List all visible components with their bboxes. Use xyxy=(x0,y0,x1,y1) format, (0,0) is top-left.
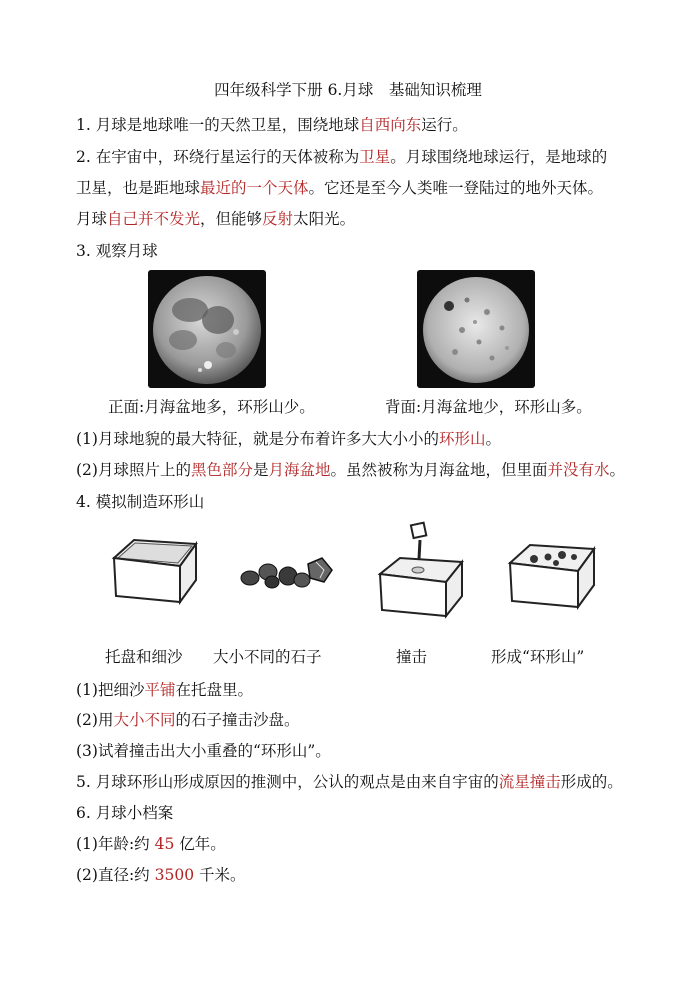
highlight: 最近的一个天体 xyxy=(200,179,309,197)
highlight: 平铺 xyxy=(144,681,176,699)
section-6-point-2: (2)直径:约 3500 千米。 xyxy=(76,866,246,884)
moon-front-caption: 正面:月海盆地多，环形山少。 xyxy=(108,398,315,416)
section-6-point-1: (1)年龄:约 45 亿年。 xyxy=(76,835,226,853)
stones-icon xyxy=(236,552,336,592)
highlight: 环形山 xyxy=(438,430,486,448)
highlight: 并没有水 xyxy=(547,461,610,479)
highlight: 流星撞击 xyxy=(498,773,561,791)
moon-front-image xyxy=(148,270,266,388)
section-4-point-1: (1)把细沙平铺在托盘里。 xyxy=(76,681,253,699)
highlight: 3500 xyxy=(154,866,195,884)
page-title: 四年级科学下册 6.月球 基础知识梳理 xyxy=(214,81,482,99)
section-3-heading: 3. 观察月球 xyxy=(76,242,158,260)
moon-back-image xyxy=(417,270,535,388)
section-2-line-2: 卫星，也是距地球最近的一个天体。它还是至今人类唯一登陆过的地外天体。 xyxy=(76,179,604,197)
figure-caption-4: 形成“环形山” xyxy=(491,648,585,666)
sand-tray-icon xyxy=(104,530,204,610)
section-4-point-3: (3)试着撞击出大小重叠的“环形山”。 xyxy=(76,742,331,760)
figure-caption-1: 托盘和细沙 xyxy=(105,648,183,666)
moon-back-caption: 背面:月海盆地少，环形山多。 xyxy=(385,398,592,416)
figure-caption-2: 大小不同的石子 xyxy=(213,648,322,666)
crater-tray-icon xyxy=(502,535,602,615)
section-2-line-1: 2. 在宇宙中，环绕行星运行的天体被称为卫星。月球围绕地球运行，是地球的 xyxy=(76,148,608,166)
highlight: 黑色部分 xyxy=(190,461,253,479)
figure-caption-3: 撞击 xyxy=(396,648,428,666)
section-1: 1. 月球是地球唯一的天然卫星，围绕地球自西向东运行。 xyxy=(76,116,468,134)
section-5: 5. 月球环形山形成原因的推测中，公认的观点是由来自宇宙的流星撞击形成的。 xyxy=(76,773,623,791)
impact-icon xyxy=(372,518,472,623)
highlight: 反射 xyxy=(262,210,294,228)
highlight: 自己并不发光 xyxy=(107,210,201,228)
section-4-point-2: (2)用大小不同的石子撞击沙盘。 xyxy=(76,711,300,729)
highlight: 卫星 xyxy=(359,148,391,166)
section-2-line-3: 月球自己并不发光，但能够反射太阳光。 xyxy=(76,210,356,228)
section-4-heading: 4. 模拟制造环形山 xyxy=(76,493,205,511)
highlight: 45 xyxy=(154,835,175,853)
highlight: 自西向东 xyxy=(359,116,422,134)
section-3-point-1: (1)月球地貌的最大特征，就是分布着许多大大小小的环形山。 xyxy=(76,430,501,448)
section-3-point-2: (2)月球照片上的黑色部分是月海盆地。虽然被称为月海盆地，但里面并没有水。 xyxy=(76,461,626,479)
highlight: 月海盆地 xyxy=(268,461,331,479)
highlight: 大小不同 xyxy=(113,711,176,729)
section-6-heading: 6. 月球小档案 xyxy=(76,804,174,822)
